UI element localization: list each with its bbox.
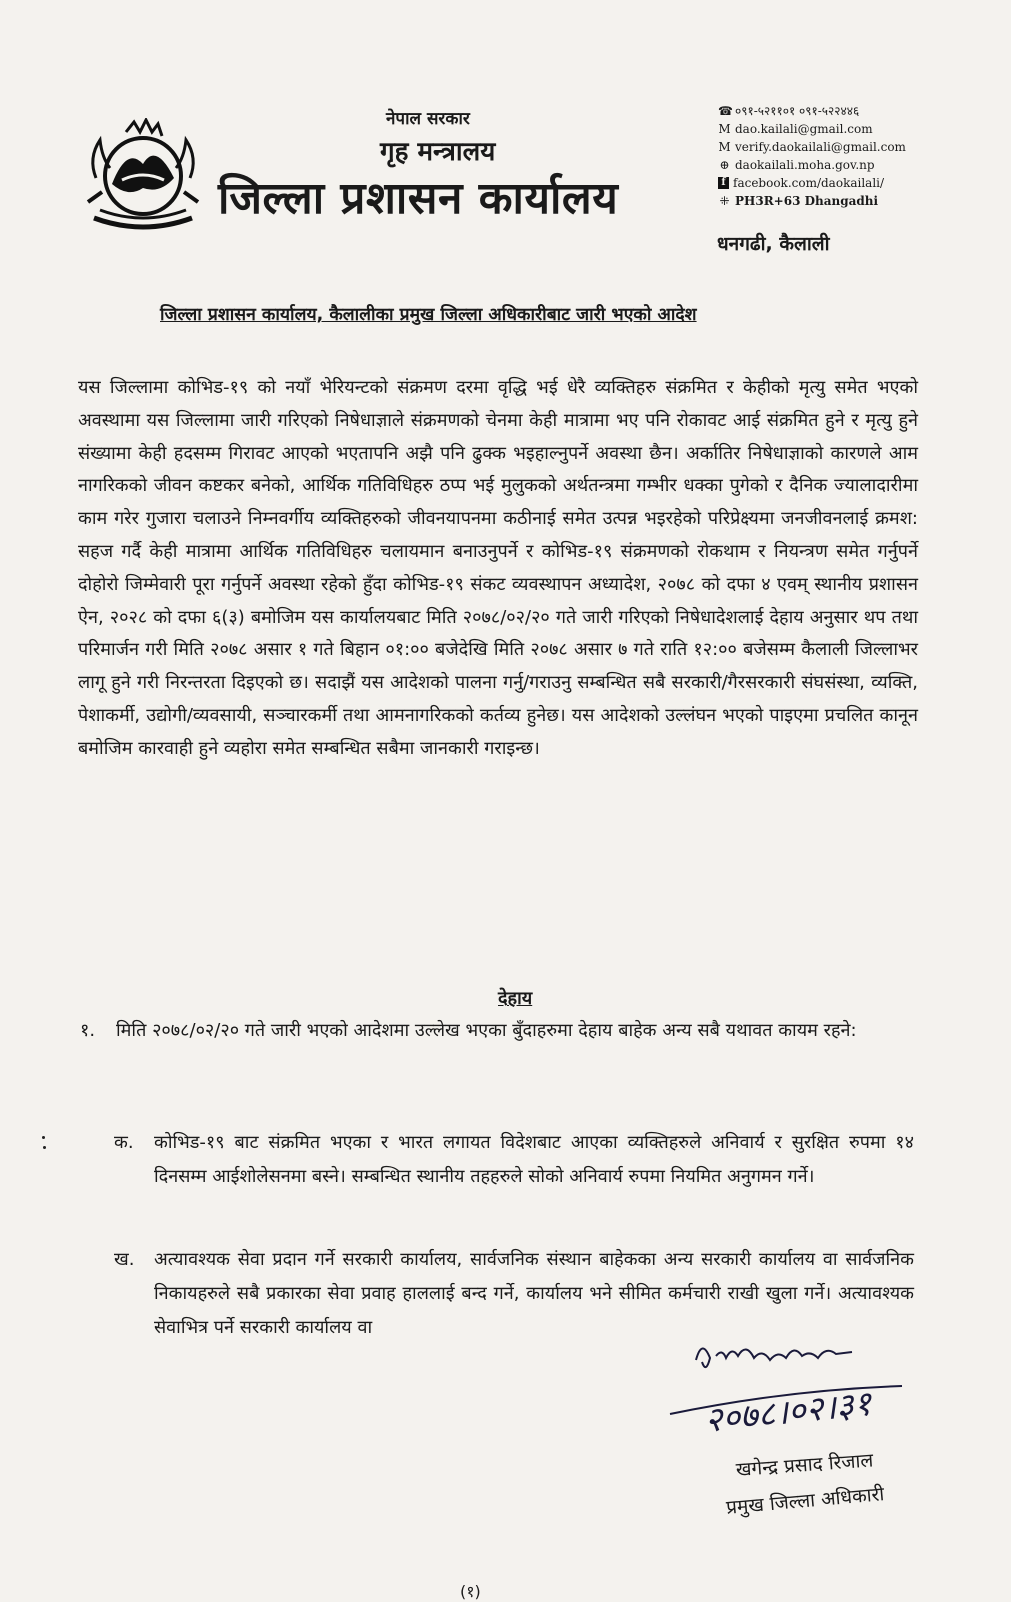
phone-fax-icon: ☎ <box>718 104 733 118</box>
signature-date: २०७८।०२।३१ <box>702 1383 874 1441</box>
item-number: १. <box>80 1020 96 1041</box>
contact-email <box>718 120 906 138</box>
contact-email-text: dao.kailali@gmail.com <box>735 122 873 136</box>
sub-item-text: अत्यावश्यक सेवा प्रदान गर्ने सरकारी कार्यालय, सार्वजनिक संस्थान बाहेकका अन्य सरकारी कार्यालय वा सार्वजनिक निकायहरुले सबै प्रकारका सेवा प्रवाह हाललाई बन्द गर्ने, कार्यालय भने सीमित कर्मचारी राखी खुला गर्ने। अत्यावश्यक सेवाभित्र पर्ने सरकारी कार्यालय वा <box>154 1249 914 1338</box>
contact-facebook-text: facebook.com/daokailali/ <box>733 176 885 190</box>
signatory-name: खगेन्द्र प्रसाद रिजाल <box>735 1449 874 1481</box>
sub-item-number: क. <box>114 1132 134 1153</box>
office-name: जिल्ला प्रशासन कार्यालय <box>218 173 619 224</box>
office-location: धनगढी, कैलाली <box>717 233 830 255</box>
handwritten-signature <box>666 1328 906 1448</box>
section-title: देहाय <box>498 988 533 1009</box>
order-body: यस जिल्लामा कोभिड-१९ को नयाँ भेरियन्टको संक्रमण दरमा वृद्धि भई धेरै व्यक्तिहरु संक्रमित र केहीको मृत्यु समेत भएको अवस्थामा यस जिल्लामा जारी गरिएको निषेधाज्ञाले संक्रमणको चेनमा केही मात्रामा भए पनि रोकावट आई संक्रमित हुने र मृत्यु हुने संख्यामा केही हदसम्म गिरावट आएको भएतापनि अझै पनि ढुक्क भइहाल्नुपर्ने अवस्था छैन। अर्कातिर निषेधाज्ञाको कारणले आम नागरिकको जीवन कष्टकर बनेको, आर्थिक गतिविधिहरु ठप्प भई मुलुकको अर्थतन्त्रमा गम्भीर धक्का पुगेको र दैनिक ज्यालादारीमा काम गरेर गुजारा चलाउने निम्नवर्गीय व्यक्तिहरुको जीवनयापनमा कठीनाई समेत उत्पन्न भइरहेको परिप्रेक्ष्यमा जनजीवनलाई क्रमश: सहज गर्दै केही मात्रामा आर्थिक गतिविधिहरु चलायमान बनाउनुपर्ने र कोभिड-१९ संक्रमणको रोकथाम र नियन्त्रण समेत गर्नुपर्ने दोहोरो जिम्मेवारी पूरा गर्नुपर्ने अवस्था रहेको हुँदा कोभिड-१९ संकट व्यवस्थापन अध्यादेश, २०७८ को दफा ४ एवम् स्थानीय प्रशासन ऐन, २०२८ को दफा ६(३) बमोजिम यस कार्यालयबाट मिति २०७८/०२/२० गते जारी गरिएको निषेधादेशलाई देहाय अनुसार थप तथा परिमार्जन गरी मिति २०७८ असार १ गते बिहान ०१:०० बजेदेखि मिति २०७८ असार ७ गते राति १२:०० बजेसम्म कैलाली जिल्लाभर लागू हुने गरी निरन्तरता दिइएको छ। सदाझैं यस आदेशको पालना गर्नु/गराउनु सम्बन्धित सबै सरकारी/गैरसरकारी संघसंस्था, व्यक्ति, पेशाकर्मी, उद्योगी/व्यवसायी, सञ्चारकर्मी तथा आमनागरिकको कर्तव्य हुनेछ। यस आदेशको उल्लंघन भएको पाइएमा प्रचलित कानून बमोजिम कारवाही हुने व्यहोरा समेत सम्बन्धित सबैमा जानकारी गराइन्छ। <box>78 377 918 759</box>
sub-item <box>114 1126 914 1194</box>
contact-website-text: daokailali.moha.gov.np <box>735 158 875 172</box>
signatory-title: प्रमुख जिल्ला अधिकारी <box>725 1483 886 1519</box>
government-name: नेपाल सरकार <box>386 109 470 129</box>
mail-icon: M <box>718 140 731 154</box>
contact-verify-email <box>718 138 906 156</box>
contact-location <box>718 192 906 210</box>
contact-verify-email-text: verify.daokailali@gmail.com <box>735 140 906 154</box>
mail-icon: M <box>718 122 731 136</box>
list-item <box>80 1014 915 1047</box>
contact-phone <box>718 102 906 120</box>
sub-item-number: ख. <box>114 1249 135 1270</box>
ministry-name: गृह मन्त्रालय <box>380 137 496 167</box>
contact-list <box>718 102 906 210</box>
nepal-emblem-icon <box>82 118 204 243</box>
contact-facebook <box>718 174 906 192</box>
contact-location-text: PH3R+63 Dhangadhi <box>735 194 879 208</box>
facebook-icon: f <box>718 177 729 189</box>
item-text: मिति २०७८/०२/२० गते जारी भएको आदेशमा उल्लेख भएका बुँदाहरुमा देहाय बाहेक अन्य सबै यथावत कायम रहने: <box>116 1020 857 1041</box>
contact-phone-text: ०९१-५२११०१ ०९१-५२२४४६ <box>735 104 860 118</box>
scan-mark <box>42 1136 45 1139</box>
sub-item-text: कोभिड-१९ बाट संक्रमित भएका र भारत लगायत विदेशबाट आएका व्यक्तिहरुले अनिवार्य र सुरक्षित रुपमा १४ दिनसम्म आईशोलेसनमा बस्ने। सम्बन्धित स्थानीय तहहरुले सोको अनिवार्य रुपमा नियमित अनुगमन गर्ने। <box>154 1132 914 1187</box>
contact-website <box>718 156 906 174</box>
scan-mark <box>43 1146 46 1149</box>
page-number: (१) <box>460 1582 481 1601</box>
order-title: जिल्ला प्रशासन कार्यालय, कैलालीका प्रमुख जिल्ला अधिकारीबाट जारी भएको आदेश <box>160 305 697 325</box>
location-icon: ⁜ <box>719 194 730 208</box>
globe-icon: ⊕ <box>719 158 730 172</box>
